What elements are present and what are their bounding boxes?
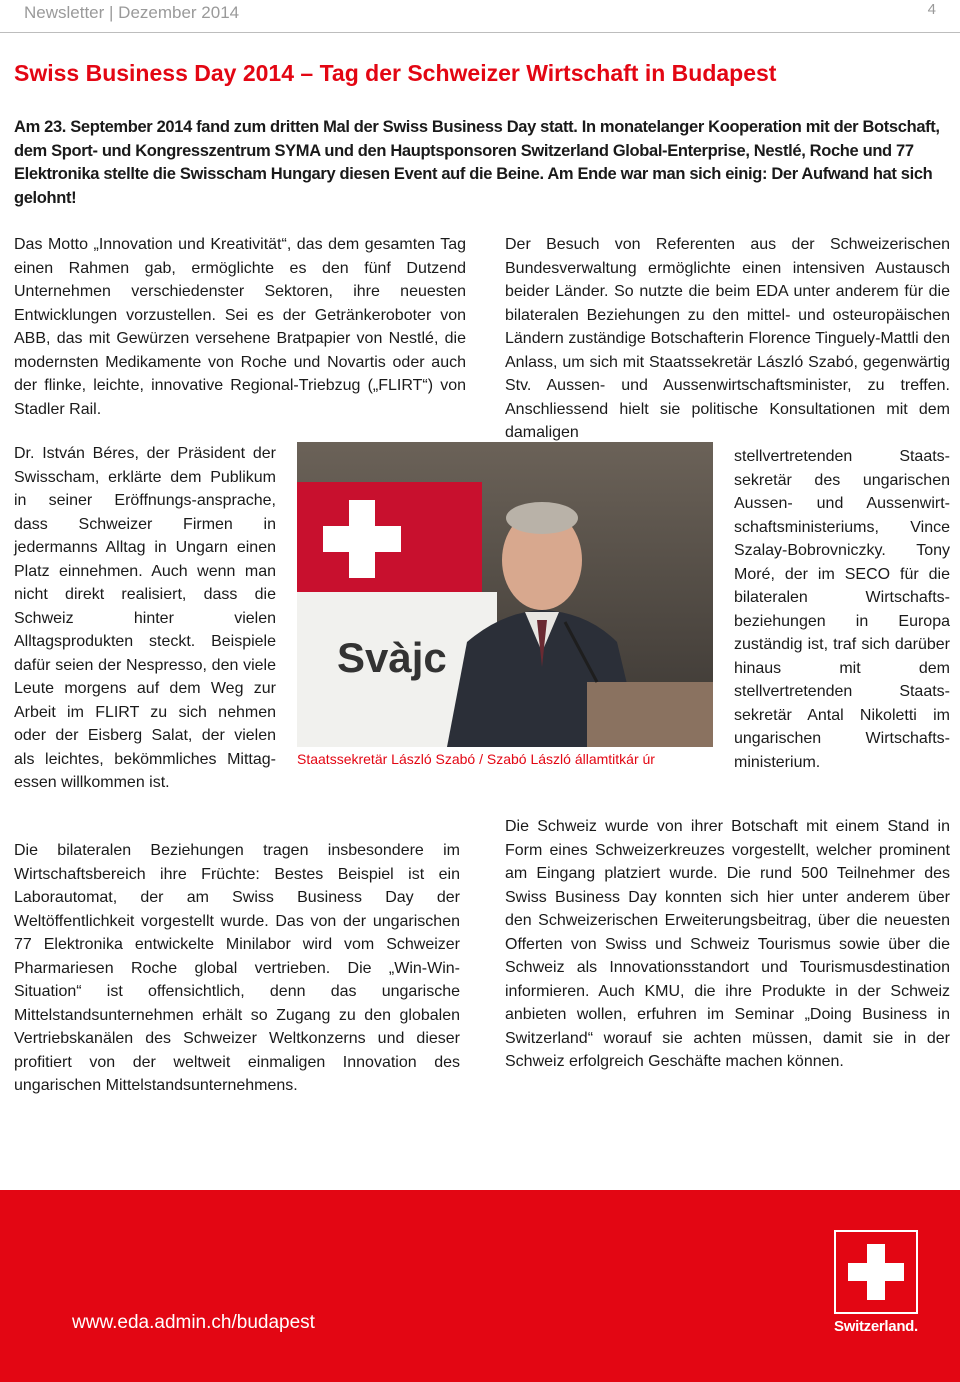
article-lead: Am 23. September 2014 fand zum dritten Mal der Swiss Business Day statt. In monatelanger Kooperation mit der Botschaft, dem Sport- und Kongresszentrum SYMA und den Hauptsponsoren Switzerland Global-Enterprise, Nestlé, Roche und 77 Elektronika stellte die Swisscham Hungary diesen Event auf die Beine. Am Ende war man sich einig: Der Aufwand hat sich gelohnt! <box>14 118 940 207</box>
header-divider <box>0 32 960 33</box>
paragraph-stand: Die Schweiz wurde von ihrer Botschaft mit einem Stand in Form eines Schweizerkreuzes vorgestellt, welcher prominent am Eingang platziert wurde. Die rund 500 Teilnehmer des Swiss Business Day konnten sich hier unter anderem über den Schweizerischen Erweiterungsbeitrag, über die neuesten Offerten von Swiss und Schweiz Tourismus sowie über die Schweiz als Innovationsstandort und Tourismusdestination informieren. Auch KMU, die ihre Produkte in der Schweiz anbieten wollen, erfuhren im Seminar „Doing Business in Switzerland“ worauf sie achten müssen, damit sie in der Schweiz erfolgreich Geschäfte machen können. <box>505 818 950 1070</box>
left-column-narrow <box>14 442 276 795</box>
banner-text: Svàjc <box>337 634 447 681</box>
speaker-photo-illustration <box>297 442 713 747</box>
photo-caption: Staatssekretär László Szabó / Szabó László államtitkár úr <box>297 751 655 767</box>
paragraph-beres: Dr. István Béres, der Präsident der Swisscham, erklärte dem Publikum in seiner Eröffnungs-ansprache, dass Schweizer Firmen in jedermanns Alltag in Ungarn einen Platz einnehmen. Auch wenn man nicht direkt realisiert, dass die Schweiz hinter vielen Alltagsprodukten steckt. Beispiele dafür seien der Nespresso, den viele Leute morgens auf dem Weg zur Arbeit im FLIRT zu sich nehmen oder der Eisberg Salat, der vielen als leichtes, bekömmliches Mittag-essen willkommen ist. <box>14 445 276 791</box>
page-number: 4 <box>927 1 936 18</box>
switzerland-logo <box>834 1230 918 1314</box>
paragraph-referenten: Der Besuch von Referenten aus der Schweizerischen Bundesverwaltung ermöglichte einen intensiven Austausch beider Länder. So nutzte die beim EDA unter anderem für die bilateralen Beziehungen zu den mittel- und osteuropäischen Ländern zuständige Botschafterin Florence Tinguely-Mattli den Anlass, um sich mit Staatssekretär László Szabó, gegenwärtig Stv. Aussen- und Aussenwirtschaftsminister, zu treffen. Anschliessend hielt sie politische Konsultationen mit dem damaligen <box>505 236 950 441</box>
paragraph-bilateral: Die bilateralen Beziehungen tragen insbesondere im Wirtschaftsbereich ihre Früchte: Bestes Beispiel ist ein Laborautomat, der am Swiss Business Day der Weltöffentlichkeit vorgestellt wurde. Das von der ungarischen 77 Elektronika entwickelte Minilabor wird vom Schweizer Pharmariesen Roche global vertrieben. Die „Win-Win-Situation“ ist offensichtlich, denn das ungarische Mittelstandsunternehmen erhält so Zugang zu den globalen Vertriebskanälen des Schweizer Weltkonzerns und dieser profitiert von der weltweit einmaligen Innovation des ungarischen Mittelstandsunternehmens. <box>14 842 460 1094</box>
right-column-bottom <box>505 815 950 1074</box>
right-column-narrow <box>734 445 950 774</box>
left-column-bottom <box>14 839 460 1098</box>
speaker-photo <box>297 442 713 747</box>
footer-band <box>0 1190 960 1382</box>
article-title: Swiss Business Day 2014 – Tag der Schweizer Wirtschaft in Budapest <box>14 60 777 86</box>
podium <box>587 682 713 747</box>
paragraph-referenten-cont: stellvertretenden Staats-sekretär des ungarischen Aussen- und Aussenwirt-schaftsministeriums, Vince Szalay-Bobrovniczky. Tony Moré, der im SECO für die bilateralen Wirtschafts-beziehungen in Europa zuständig ist, traf sich darüber hinaus mit dem stellvertretenden Staats-sekretär Antal Nikoletti im ungarischen Wirtschafts-ministerium. <box>734 448 950 771</box>
newsletter-label: Newsletter | Dezember 2014 <box>24 3 240 22</box>
page-header <box>0 0 960 34</box>
left-column-top <box>14 233 466 421</box>
paragraph-motto: Das Motto „Innovation und Kreativität“, das dem gesamten Tag einen Rahmen gab, ermöglichte es den fünf Dutzend Unternehmen verschiedenster Sektoren, ihre neuesten Entwicklungen vorzustellen. Sei es der Getränkeroboter von ABB, das mit Gewürzen versehene Bratpapier von Nestlé, die modernsten Medikamente von Roche und Novartis oder auch der flinke, leichte, innovative Regional-Triebzug („FLIRT“) von Stadler Rail. <box>14 236 466 418</box>
footer-website-link[interactable]: www.eda.admin.ch/budapest <box>72 1312 315 1333</box>
switzerland-logo-text: Switzerland. <box>834 1318 918 1335</box>
right-column-top <box>505 233 950 445</box>
